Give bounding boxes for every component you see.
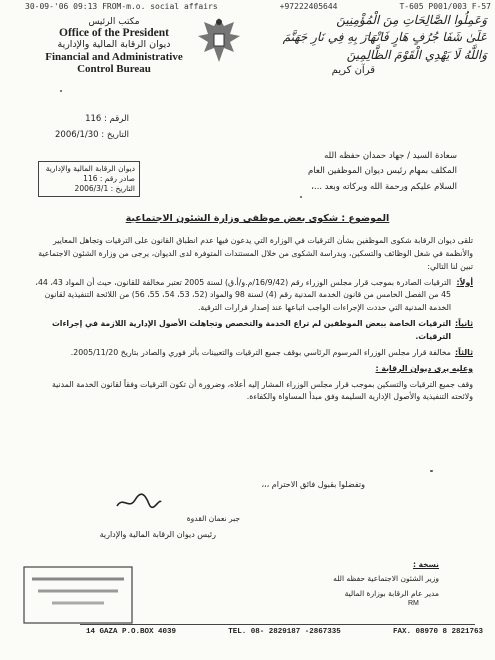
fax-header-right: T-605 P001/003 F-57: [399, 2, 491, 11]
signature-icon: [115, 492, 163, 512]
footer-tel: TEL. 08- 2829187 -2867335: [228, 628, 341, 636]
addressee-line-1: سعادة السيد / جهاد حمدان حفظه الله: [324, 151, 457, 161]
verse-line-3: وَاللَّهُ لَا يَهْدِي الْقَوْمَ الظَّالِمِينَ: [346, 47, 487, 62]
quran-verse: [247, 12, 487, 64]
fax-transmission-header: [25, 2, 491, 11]
list-item: [33, 318, 473, 344]
copies-title: نسخة :: [412, 560, 439, 569]
signatory-title: رئيس ديوان الرقابة المالية والإدارية: [99, 530, 216, 539]
verse-line-1: وَعَمِلُوا الصَّالِحَاتِ مِنَ الْمُؤْمِنِينَ: [336, 13, 487, 27]
ref-number-value: 116: [85, 114, 102, 124]
stamp-line-1: ديوان الرقابة المالية والإدارية: [45, 164, 135, 173]
addressee-line-2: المكلف بمهام رئيس ديوان الموظفين العام: [307, 166, 457, 177]
initials: RM: [408, 600, 419, 607]
item-number: ثانياً:: [454, 319, 473, 329]
subject-line: الموضوع : شكوى بعض موظفي وزارة الشئون الاجتماعية: [125, 213, 390, 224]
copy-recipient-2: مدير عام الرقابة بوزارة المالية: [344, 588, 439, 598]
ref-date-label: التاريخ :: [101, 130, 129, 141]
eagle-emblem-icon: [190, 12, 248, 70]
verse-line-2: عَلَىٰ شَفَا جُرُفٍ هَارٍ فَانْهَارَ بِهِ فِي نَارِ جَهَنَّمَ: [282, 30, 487, 45]
scan-speck: [60, 90, 62, 92]
official-seal-stamp-icon: [22, 565, 134, 625]
letterhead: [34, 17, 194, 75]
footer-divider: [80, 624, 475, 625]
letterhead-en-dept-1: Financial and Administrative: [45, 50, 183, 63]
letterhead-ar-dept: ديوان الرقابة المالية والإدارية: [57, 38, 171, 50]
intro-paragraph: تلقى ديوان الرقابة شكوى الموظفين بشأن الترقيات في الوزارة التي يدعون فيها عدم انطباق القانون على الترقيات وتجاهل المعايير والأنظمة في شغل الوظائف والتسكين، وبدراسة الشكوى من خلال المستندات المتوفرة لدى الديوان، يرجى من وزارة الشئون الاجتماعية تبين لنا التالي:: [38, 236, 473, 271]
item-text: الترقيات الصادرة بموجب قرار مجلس الوزراء رقم (16/9/42/م.و/أ.ق) لسنة 2005 تعتبر مخالفة للقانون، حيث أن المواد 43، 44، 45 من الفصل الخامس من قانون الخدمة المدنية رقم (4) لسنة 98 والمواد (52، 53، 54، 55، 56) من اللائحة التنفيذية لقانون الخدمة المدنية التي حددت الإجراءات الواجب اتباعها عند إصدار قرارات الترقية.: [35, 277, 451, 313]
recommendation-title: وعليه يرى ديوان الرقابة :: [375, 363, 473, 373]
signatory-name: جبر نعمان القدوة: [186, 514, 240, 523]
closing-line: وتفضلوا بقبول فائق الاحترام ،،،: [261, 480, 365, 489]
list-item: [33, 347, 473, 360]
addressee-block: [107, 149, 457, 195]
copies-block: [219, 558, 439, 601]
item-number: ثالثاً:: [454, 347, 473, 357]
verse-source: قرآن كريم: [331, 65, 375, 76]
letter-body: [33, 235, 473, 407]
letterhead-en-title: Office of the President: [59, 27, 169, 40]
list-item: [33, 277, 473, 316]
item-text: مخالفة قرار مجلس الوزراء المرسوم الرئاسي بوقف جميع الترقيات والتعيينات بأثر فوري والصادر بتاريخ 2005/11/20.: [70, 347, 451, 357]
footer-address: 14 GAZA P.O.BOX 4039: [86, 628, 177, 636]
ref-date-value: 2006/1/30: [55, 130, 99, 141]
footer-contact: [86, 628, 483, 636]
stamp-line-3: التاريخ : 2006/3/1: [74, 184, 135, 194]
scan-speck: [300, 196, 302, 198]
recommendation-text: وقف جميع الترقيات والتسكين بموجب قرار مجلس الوزراء المشار إليه أعلاه، وضرورة أن تكون الترقيات وفقاً لقانون الخدمة المدنية ولائحته التنفيذية والأصول الإدارية السليمة وفق مبدأ المساواة والكفاءة.: [51, 379, 473, 402]
stamp-line-2: صادر رقم : 116: [83, 174, 135, 184]
fax-header-left: 30-09-'06 09:13 FROM-m.o. social affairs: [25, 2, 218, 11]
scan-speck: [430, 470, 433, 472]
ref-number-label: الرقم :: [104, 114, 129, 124]
copy-recipient-1: وزير الشئون الاجتماعية حفظه الله: [333, 574, 439, 584]
addressee-line-3: السلام عليكم ورحمة الله وبركاته وبعد ...،: [311, 181, 457, 192]
reference-block: [55, 111, 129, 143]
item-number: أولاً:: [456, 277, 473, 287]
footer-fax: FAX. 08970 8 2821763: [392, 628, 483, 636]
letterhead-en-dept-2: Control Bureau: [77, 62, 151, 75]
fax-header-mid: +97222405644: [279, 2, 338, 11]
item-text: الترقيات الخاصة ببعض الموظفين لم تراع الخدمة والتخصص وتجاهلت الأصول الإدارية اللازمة في إجراءات الترقيات.: [51, 319, 451, 342]
letterhead-ar-title: مكتب الرئيس: [88, 17, 140, 27]
